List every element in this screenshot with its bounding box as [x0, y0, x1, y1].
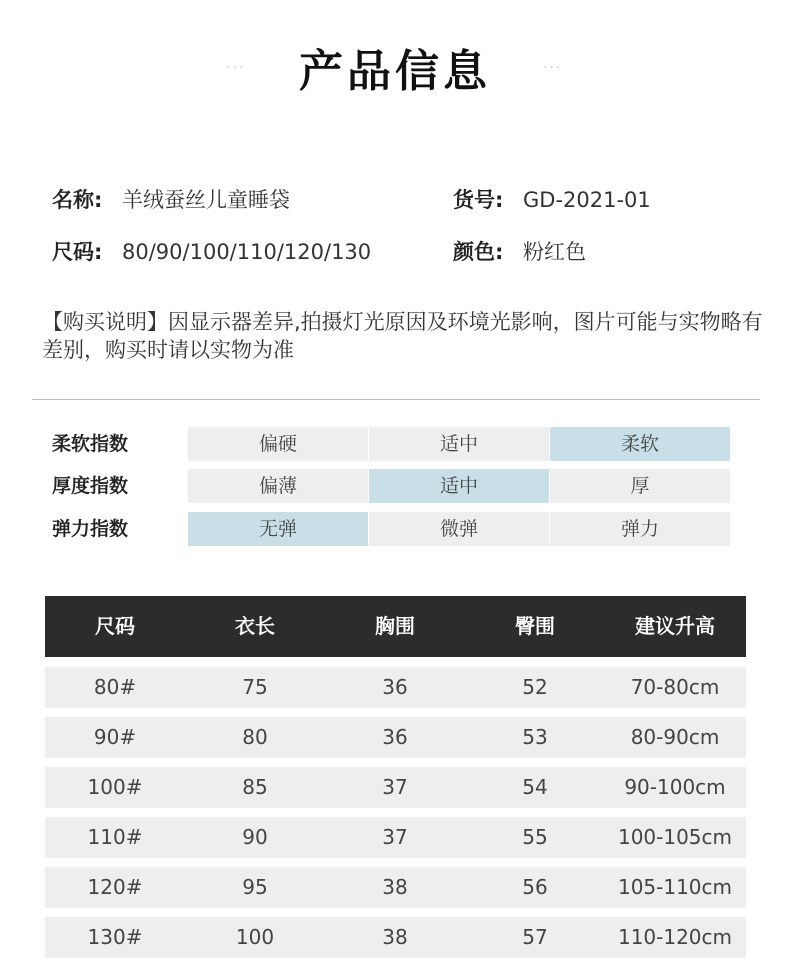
- title-dots-right: ···: [543, 60, 563, 76]
- page-title: 产品信息: [299, 46, 491, 97]
- purchase-notice: 【购买说明】因显示器差异,拍摄灯光原因及环境光影响，图片可能与实物略有差别，购买时请以实物为准: [42, 310, 763, 362]
- title-dots-left: ···: [226, 60, 246, 76]
- item-no-label: 货号:: [453, 188, 504, 212]
- index-option: 无弹: [188, 512, 368, 546]
- table-cell: 36: [382, 725, 408, 749]
- header-length: 衣长: [235, 614, 275, 638]
- index-option: 弹力: [550, 512, 730, 546]
- size-value: 80/90/100/110/120/130: [122, 240, 372, 264]
- header-size: 尺码: [95, 614, 135, 638]
- table-cell: 55: [522, 825, 548, 849]
- size-label: 尺码:: [52, 240, 103, 264]
- table-row: [45, 817, 746, 858]
- color-value: 粉红色: [523, 240, 586, 264]
- table-cell: 120#: [87, 875, 143, 899]
- table-cell: 53: [522, 725, 548, 749]
- table-cell: 90: [242, 825, 268, 849]
- table-cell: 56: [522, 875, 548, 899]
- index-label-softness: 柔软指数: [52, 433, 129, 455]
- table-cell: 57: [522, 925, 548, 949]
- table-cell: 38: [382, 875, 408, 899]
- table-cell: 80-90cm: [630, 725, 720, 749]
- item-no-field: [453, 188, 753, 212]
- table-cell: 80: [242, 725, 268, 749]
- size-table-header: [45, 596, 746, 657]
- table-cell: 90-100cm: [624, 775, 726, 799]
- table-cell: 37: [382, 775, 408, 799]
- table-cell: 70-80cm: [630, 675, 720, 699]
- name-label: 名称:: [52, 188, 103, 212]
- index-option: 偏薄: [188, 469, 368, 503]
- index-option: 厚: [550, 469, 730, 503]
- name-value: 羊绒蚕丝儿童睡袋: [122, 188, 290, 212]
- table-row: [45, 767, 746, 808]
- table-cell: 100: [235, 925, 275, 949]
- table-cell: 90#: [93, 725, 137, 749]
- table-cell: 37: [382, 825, 408, 849]
- size-field: [52, 240, 432, 264]
- table-row: [45, 667, 746, 708]
- table-cell: 130#: [87, 925, 143, 949]
- table-row: [45, 867, 746, 908]
- table-cell: 105-110cm: [617, 875, 733, 899]
- table-cell: 100#: [87, 775, 143, 799]
- index-option: 柔软: [550, 427, 730, 461]
- header-hip: 臀围: [515, 614, 555, 638]
- table-cell: 110-120cm: [617, 925, 733, 949]
- color-field: [453, 240, 753, 264]
- table-row: [45, 917, 746, 958]
- index-option: 适中: [369, 427, 549, 461]
- index-option: 适中: [369, 469, 549, 503]
- index-label-elasticity: 弹力指数: [52, 518, 129, 540]
- table-cell: 75: [242, 675, 268, 699]
- table-cell: 95: [242, 875, 268, 899]
- title-row: [0, 40, 790, 104]
- table-cell: 54: [522, 775, 548, 799]
- table-cell: 38: [382, 925, 408, 949]
- table-cell: 100-105cm: [617, 825, 733, 849]
- name-field: [52, 188, 352, 238]
- table-cell: 85: [242, 775, 268, 799]
- table-cell: 36: [382, 675, 408, 699]
- table-cell: 110#: [87, 825, 143, 849]
- table-cell: 80#: [93, 675, 137, 699]
- index-option: 微弹: [369, 512, 549, 546]
- header-chest: 胸围: [375, 614, 415, 638]
- divider: [32, 399, 760, 400]
- index-label-thickness: 厚度指数: [52, 475, 129, 497]
- color-label: 颜色:: [453, 240, 504, 264]
- index-option: 偏硬: [188, 427, 368, 461]
- table-cell: 52: [522, 675, 548, 699]
- table-row: [45, 717, 746, 758]
- header-height: 建议升高: [635, 614, 715, 638]
- item-no-value: GD-2021-01: [523, 188, 651, 212]
